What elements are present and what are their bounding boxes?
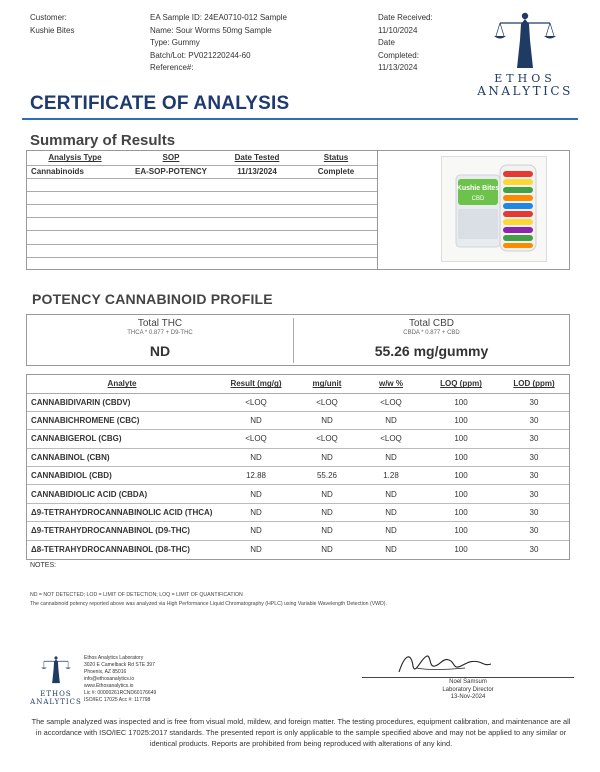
disclaimer-text: The sample analyzed was inspected and is free from visual mold, mildew, and foreign matter. The testing procedures, equipment calibration, and maintenance are all in accordance with ISO/IEC 17025:2017 standards. The presented report is only applicable to the sample specified above and may not be applied to any similar or identical products. Reports are prohibited from being reproduced with alterations of any kind. <box>31 717 571 748</box>
analyte-box <box>26 374 570 560</box>
analyte-result: <LOQ <box>217 430 295 448</box>
sample-type: Type: Gummy <box>150 38 200 47</box>
bag-label-brand: Kushie Bites <box>456 185 500 192</box>
justice-scale-icon-small <box>39 655 73 685</box>
analyte-result: ND <box>217 448 295 466</box>
summary-col-header: Date Tested <box>219 151 295 165</box>
analyte-row <box>27 467 569 485</box>
analyte-mg-unit: 55.26 <box>295 467 359 485</box>
analyte-col-header: mg/unit <box>295 375 359 393</box>
analyte-lod: 30 <box>499 467 569 485</box>
sample-name: Name: Sour Worms 50mg Sample <box>150 25 272 35</box>
lab-logo <box>30 655 82 706</box>
analyte-loq: 100 <box>423 522 499 540</box>
summary-row-empty <box>27 231 377 244</box>
analyte-lod: 30 <box>499 485 569 503</box>
sample-reference: Reference#: <box>150 63 194 72</box>
analyte-mg-unit: ND <box>295 503 359 521</box>
lab-address <box>84 655 156 704</box>
summary-cell: Complete <box>295 165 377 178</box>
analyte-loq: 100 <box>423 430 499 448</box>
analyte-name: CANNABIDIOLIC ACID (CBDA) <box>27 485 217 503</box>
dates-block <box>378 12 433 75</box>
analyte-loq: 100 <box>423 485 499 503</box>
total-thc-label: Total THC <box>137 318 183 329</box>
lab-address-2: Phoenix, AZ 85016 <box>84 669 127 675</box>
analyte-row <box>27 503 569 521</box>
sample-batch: Batch/Lot: PV021220244-60 <box>150 50 251 60</box>
total-thc-cell <box>27 315 293 365</box>
analyte-row <box>27 393 569 411</box>
analyte-lod: 30 <box>529 545 539 555</box>
analyte-col-header: LOQ (ppm) <box>423 375 499 393</box>
total-cbd-formula: CBDA * 0.877 + CBD <box>403 330 460 336</box>
ethos-logo <box>470 10 580 98</box>
analyte-row <box>27 411 569 429</box>
analyte-result: ND <box>217 411 295 429</box>
analyte-lod: 30 <box>499 503 569 521</box>
total-cbd-label: Total CBD <box>408 318 454 329</box>
signature-image <box>395 648 495 678</box>
summary-row <box>27 165 377 178</box>
logo-line-2: ANALYTICS <box>477 84 573 98</box>
bag-label-cbd: CBD <box>471 196 485 202</box>
summary-col-header: SOP <box>123 151 219 165</box>
analyte-loq: 100 <box>423 448 499 466</box>
analyte-name: CANNABICHROMENE (CBC) <box>27 411 217 429</box>
analyte-lod: 30 <box>499 448 569 466</box>
analyte-row <box>27 448 569 466</box>
summary-cell: 11/13/2024 <box>219 165 295 178</box>
signer-title: Laboratory Director <box>442 686 494 693</box>
analyte-table <box>27 375 569 559</box>
analyte-name: CANNABINOL (CBN) <box>27 448 217 466</box>
analyte-ww: <LOQ <box>359 430 423 448</box>
summary-row-empty <box>27 218 377 231</box>
potency-title: POTENCY CANNABINOID PROFILE <box>32 291 273 307</box>
summary-box <box>26 150 570 270</box>
analyte-result: ND <box>250 545 262 555</box>
analyte-ww: ND <box>359 485 423 503</box>
lab-web: www.Ethosanalytics.io <box>84 683 134 689</box>
signer-date: 13-Nov-2024 <box>450 694 486 700</box>
date-received-label: Date Received: <box>378 13 433 22</box>
analyte-row <box>27 485 569 503</box>
summary-row-empty <box>27 244 377 257</box>
analyte-result: 12.88 <box>217 467 295 485</box>
analyte-result: <LOQ <box>217 393 295 411</box>
lab-email: info@ethosanalytics.io <box>84 676 135 682</box>
analyte-mg-unit: ND <box>295 522 359 540</box>
analyte-mg-unit: ND <box>295 448 359 466</box>
signature-line <box>362 677 574 678</box>
analyte-ww: ND <box>385 545 397 555</box>
summary-title: Summary of Results <box>30 132 176 149</box>
summary-col-header: Analysis Type <box>27 151 123 165</box>
analyte-col-header: Analyte <box>27 375 217 393</box>
customer-block <box>30 12 74 37</box>
analyte-ww: ND <box>359 411 423 429</box>
analyte-name: CANNABIDIVARIN (CBDV) <box>27 393 217 411</box>
customer-label: Customer: <box>30 13 67 22</box>
date-received: 11/10/2024 <box>378 25 418 35</box>
analyte-lod: 30 <box>499 411 569 429</box>
sample-info-block <box>150 12 287 75</box>
summary-row-empty <box>27 191 377 204</box>
analyte-mg-unit: <LOQ <box>295 393 359 411</box>
summary-row-empty <box>27 178 377 191</box>
totals-box <box>26 314 570 366</box>
lab-logo-line-2: ANALYTICS <box>30 698 82 706</box>
analyte-ww: ND <box>359 448 423 466</box>
lab-iso: ISO/IEC 17025 Acc #: 117798 <box>84 697 151 703</box>
title-divider <box>22 118 578 120</box>
signer-name: Noel Samsum <box>449 679 487 685</box>
analyte-ww: ND <box>359 503 423 521</box>
analyte-col-header: LOD (ppm) <box>499 375 569 393</box>
analyte-name: CANNABIGEROL (CBG) <box>27 430 217 448</box>
summary-divider <box>377 151 378 269</box>
analyte-col-header: Result (mg/g) <box>217 375 295 393</box>
footnote-abbreviations: ND = NOT DETECTED; LOD = LIMIT OF DETECTION; LOQ = LIMIT OF QUANTIFICATION <box>30 592 243 598</box>
total-cbd-value: 55.26 mg/gummy <box>374 343 489 359</box>
summary-cell: EA-SOP-POTENCY <box>123 165 219 178</box>
analyte-ww: <LOQ <box>359 393 423 411</box>
analyte-row <box>27 540 569 558</box>
sample-id: EA Sample ID: 24EA0710-012 Sample <box>150 13 287 22</box>
date-completed-label-2: Completed: <box>378 50 419 60</box>
analyte-result: ND <box>217 522 295 540</box>
analyte-result: ND <box>217 503 295 521</box>
footnote-method: The cannabinoid potency reported above was analyzed via High Performance Liquid Chromatography (HPLC) using Variable Wavelength Detection (VWD). <box>30 601 387 607</box>
analyte-mg-unit: ND <box>321 545 333 555</box>
justice-scale-icon <box>490 10 560 72</box>
page-title: CERTIFICATE OF ANALYSIS <box>30 93 290 114</box>
analyte-mg-unit: <LOQ <box>295 430 359 448</box>
analyte-header-row <box>27 375 569 393</box>
gummy-bag-image <box>442 157 547 262</box>
total-cbd-cell <box>294 315 569 365</box>
analyte-loq: 100 <box>454 545 468 555</box>
summary-row-empty <box>27 205 377 218</box>
customer-name: Kushie Bites <box>30 25 75 35</box>
summary-table <box>27 151 377 271</box>
analyte-lod: 30 <box>499 430 569 448</box>
analyte-lod: 30 <box>499 522 569 540</box>
lab-address-1: 3020 E Camelback Rd STE 397 <box>84 662 155 668</box>
logo-line-1: ETHOS <box>494 72 556 85</box>
analyte-mg-unit: ND <box>295 485 359 503</box>
lab-name: Ethos Analytics Laboratory <box>84 655 144 661</box>
analyte-result: ND <box>217 485 295 503</box>
analyte-name: Δ9-TETRAHYDROCANNABINOL (D9-THC) <box>27 522 217 540</box>
lab-logo-line-1: ETHOS <box>40 690 72 698</box>
date-completed-label-1: Date <box>378 38 395 47</box>
summary-cell: Cannabinoids <box>27 165 123 178</box>
date-completed: 11/13/2024 <box>378 63 418 72</box>
analyte-row <box>27 522 569 540</box>
analyte-mg-unit: ND <box>295 411 359 429</box>
analyte-loq: 100 <box>423 467 499 485</box>
product-photo <box>441 156 547 262</box>
analyte-name: Δ9-TETRAHYDROCANNABINOLIC ACID (THCA) <box>27 503 217 521</box>
analyte-loq: 100 <box>423 411 499 429</box>
analyte-col-header: w/w % <box>359 375 423 393</box>
analyte-row <box>27 430 569 448</box>
total-thc-value: ND <box>149 343 171 359</box>
summary-header-row <box>27 151 377 165</box>
analyte-name: CANNABIDIOL (CBD) <box>27 467 217 485</box>
analyte-name: Δ8-TETRAHYDROCANNABINOL (D8-THC) <box>31 545 190 555</box>
analyte-loq: 100 <box>423 393 499 411</box>
notes-label: NOTES: <box>30 562 57 569</box>
signer-block <box>362 679 574 702</box>
analyte-ww: 1.28 <box>359 467 423 485</box>
total-thc-formula: THCA * 0.877 + D9-THC <box>127 330 193 336</box>
analyte-loq: 100 <box>423 503 499 521</box>
summary-col-header: Status <box>295 151 377 165</box>
analyte-ww: ND <box>359 522 423 540</box>
summary-row-empty <box>27 257 377 270</box>
lab-license: Lic #: 00000261RCND60176649 <box>84 690 157 696</box>
analyte-lod: 30 <box>499 393 569 411</box>
